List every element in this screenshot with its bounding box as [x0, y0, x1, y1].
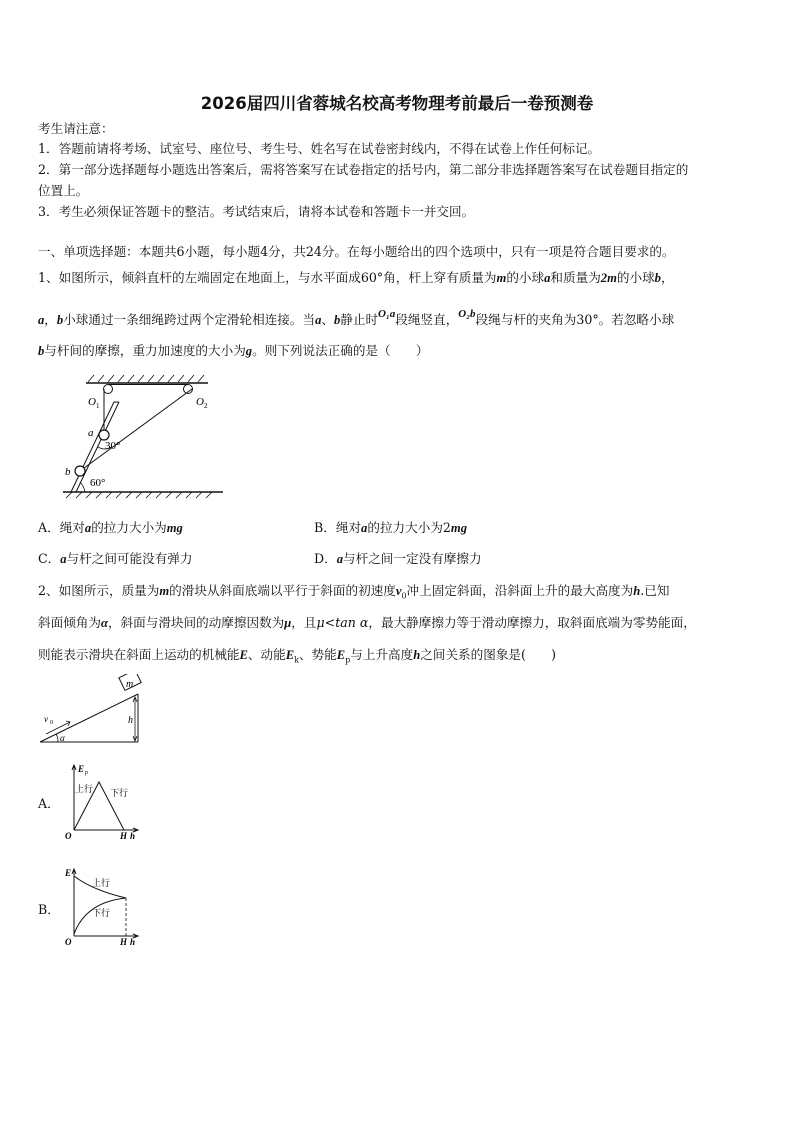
q1-option-a: A．绳对a的拉力大小为mg	[38, 520, 183, 535]
graph-a-up: 上行	[75, 784, 94, 794]
label-m: m	[126, 679, 134, 690]
svg-text:1: 1	[96, 402, 100, 410]
graph-a-ylabel: E	[78, 764, 85, 774]
label-h: h	[128, 715, 133, 726]
graph-a-origin: O	[65, 831, 72, 840]
graph-a-H: H	[120, 831, 128, 840]
q2-option-b-label: B．	[38, 902, 60, 917]
graph-b-ylabel: E	[65, 868, 72, 878]
graph-b-H: H	[120, 937, 128, 946]
q1-option-d: D．a与杆之间一定没有摩擦力	[314, 551, 482, 566]
svg-text:0: 0	[50, 720, 53, 726]
section-header: 一、单项选择题：本题共6小题，每小题4分，共24分。在每小题给出的四个选项中，只有一项是符合题目要求的。	[38, 244, 675, 259]
notice-heading: 考生请注意：	[38, 121, 114, 136]
graph-b-up: 上行	[92, 878, 111, 888]
q1-figure-rod-pulleys	[58, 372, 228, 500]
label-b: b	[65, 466, 71, 478]
notice-item-2: 2．第一部分选择题每小题选出答案后，需将答案写在试卷指定的括号内，第二部分非选择题答案写在试卷题目指定的	[38, 162, 689, 177]
q1-option-c: C．a与杆之间可能没有弹力	[38, 551, 193, 566]
q2-line-3: 则能表示滑块在斜面上运动的机械能E、动能$E_k$、势能$E_p$与上升高度h之间关系的图象是( )	[38, 647, 557, 665]
notice-item-1: 1．答题前请将考场、试室号、座位号、考生号、姓名写在试卷密封线内，不得在试卷上作任何标记。	[38, 141, 601, 156]
label-o2: O	[196, 396, 204, 408]
graph-a-down: 下行	[110, 788, 129, 798]
q2-figure-incline	[38, 674, 168, 746]
q1-line-3: b与杆间的摩擦，重力加速度的大小为g。则下列说法正确的是（ ）	[38, 343, 429, 358]
label-a: a	[88, 427, 94, 439]
svg-text:p: p	[85, 770, 88, 776]
q2-option-a-label: A．	[38, 796, 60, 811]
q2-option-a-graph	[62, 760, 144, 840]
q2-line-1: 2、如图所示，质量为m的滑块从斜面底端以平行于斜面的初速度$v_0$冲上固定斜面，沿斜面上升的最大高度为h.已知	[38, 583, 670, 601]
label-v0: v	[44, 714, 48, 724]
graph-a-h: h	[130, 831, 136, 840]
q2-option-b-graph	[62, 864, 144, 946]
q1-line-1: 1、如图所示，倾斜直杆的左端固定在地面上，与水平面成60°角，杆上穿有质量为m的小球a和质量为2m的小球b，	[38, 270, 674, 285]
graph-b-origin: O	[65, 937, 72, 946]
q1-option-b: B．绳对a的拉力大小为2mg	[314, 520, 468, 535]
svg-text:2: 2	[204, 402, 208, 410]
graph-b-h: h	[130, 937, 136, 946]
label-alpha: α	[60, 733, 65, 743]
q2-line-2: 斜面倾角为α，斜面与滑块间的动摩擦因数为μ，且μ<tan α，最大静摩擦力等于滑动摩擦力，取斜面底端为零势能面，	[38, 615, 696, 630]
label-angle-60: 60°	[90, 477, 106, 489]
graph-b-down: 下行	[92, 908, 111, 918]
label-o1: O	[88, 396, 96, 408]
q1-line-2: a，b小球通过一条细绳跨过两个定滑轮相连接。当a、b静止时O₁a段绳竖直，O₂b段绳与杆的夹角为30°。若忽略小球	[38, 308, 675, 327]
label-angle-30: 30°	[105, 440, 121, 452]
notice-item-2-cont: 位置上。	[38, 183, 89, 198]
notice-item-3: 3．考生必须保证答题卡的整洁。考试结束后，请将本试卷和答题卡一并交回。	[38, 204, 475, 219]
page-title: 2026届四川省蓉城名校高考物理考前最后一卷预测卷	[200, 94, 594, 113]
